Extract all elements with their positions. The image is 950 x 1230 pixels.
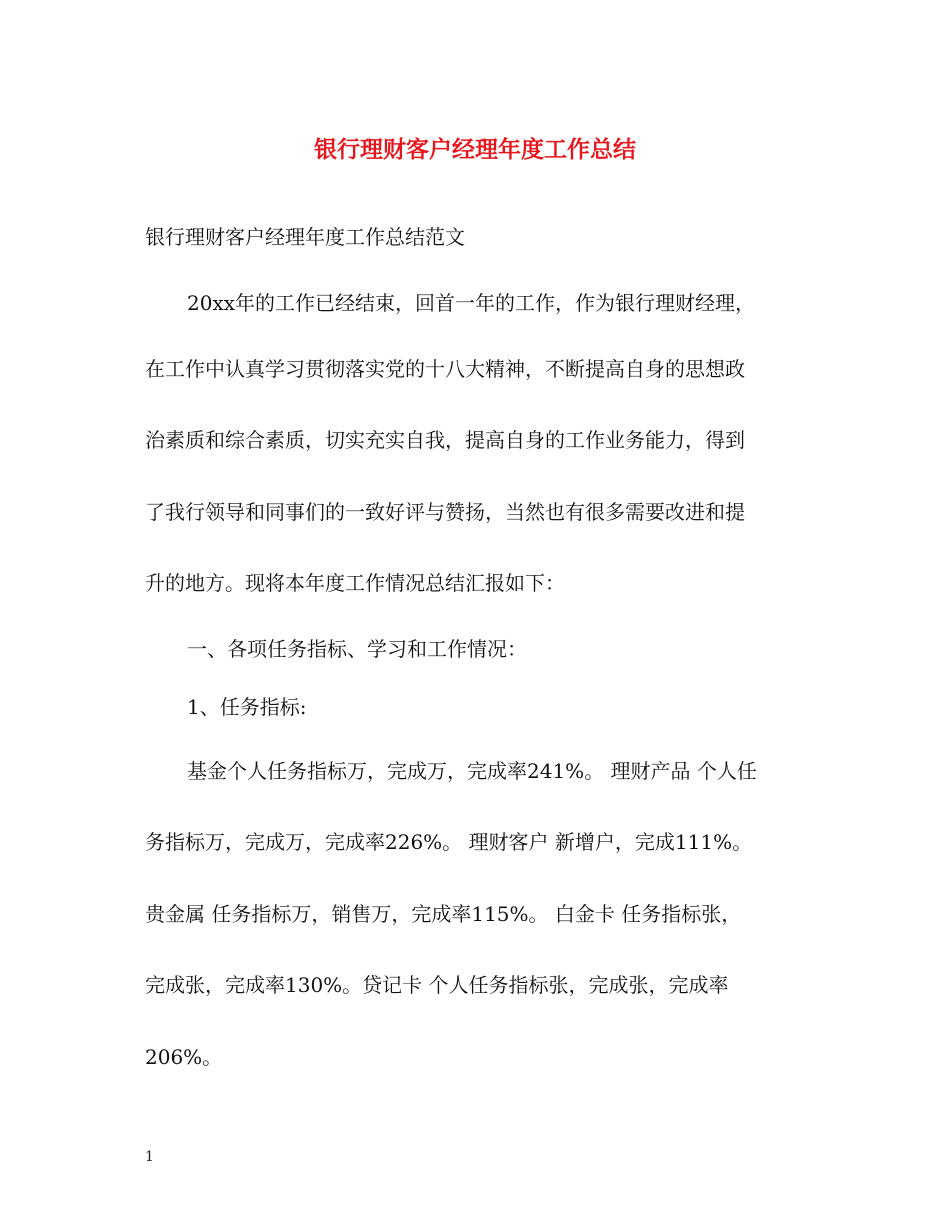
paragraph-1-line-4: 了我行领导和同事们的一致好评与赞扬，当然也有很多需要改进和提 <box>145 500 745 524</box>
document-title: 银行理财客户经理年度工作总结 <box>314 136 636 163</box>
subsection-heading: 1、任务指标: <box>187 695 307 719</box>
paragraph-2-line-5: 206%。 <box>145 1045 223 1069</box>
paragraph-1-line-3: 治素质和综合素质，切实充实自我，提高自身的工作业务能力，得到 <box>145 428 745 452</box>
section-heading: 一、各项任务指标、学习和工作情况： <box>187 637 527 661</box>
document-subtitle: 银行理财客户经理年度工作总结范文 <box>145 225 465 249</box>
paragraph-2-line-2: 务指标万，完成万，完成率226%。 理财客户 新增户，完成111%。 <box>145 830 753 854</box>
paragraph-2-line-1: 基金个人任务指标万，完成万，完成率241%。 理财产品 个人任 <box>187 759 757 783</box>
paragraph-2-line-4: 完成张，完成率130%。贷记卡 个人任务指标张，完成张，完成率 <box>145 973 729 997</box>
paragraph-1-line-5: 升的地方。现将本年度工作情况总结汇报如下： <box>145 571 565 595</box>
paragraph-2-line-3: 贵金属 任务指标万，销售万，完成率115%。 白金卡 任务指标张， <box>145 902 742 926</box>
paragraph-1-line-2: 在工作中认真学习贯彻落实党的十八大精神，不断提高自身的思想政 <box>145 357 745 381</box>
page-number: 1 <box>145 1149 154 1165</box>
paragraph-1-line-1: 20xx年的工作已经结束，回首一年的工作，作为银行理财经理， <box>187 291 756 315</box>
